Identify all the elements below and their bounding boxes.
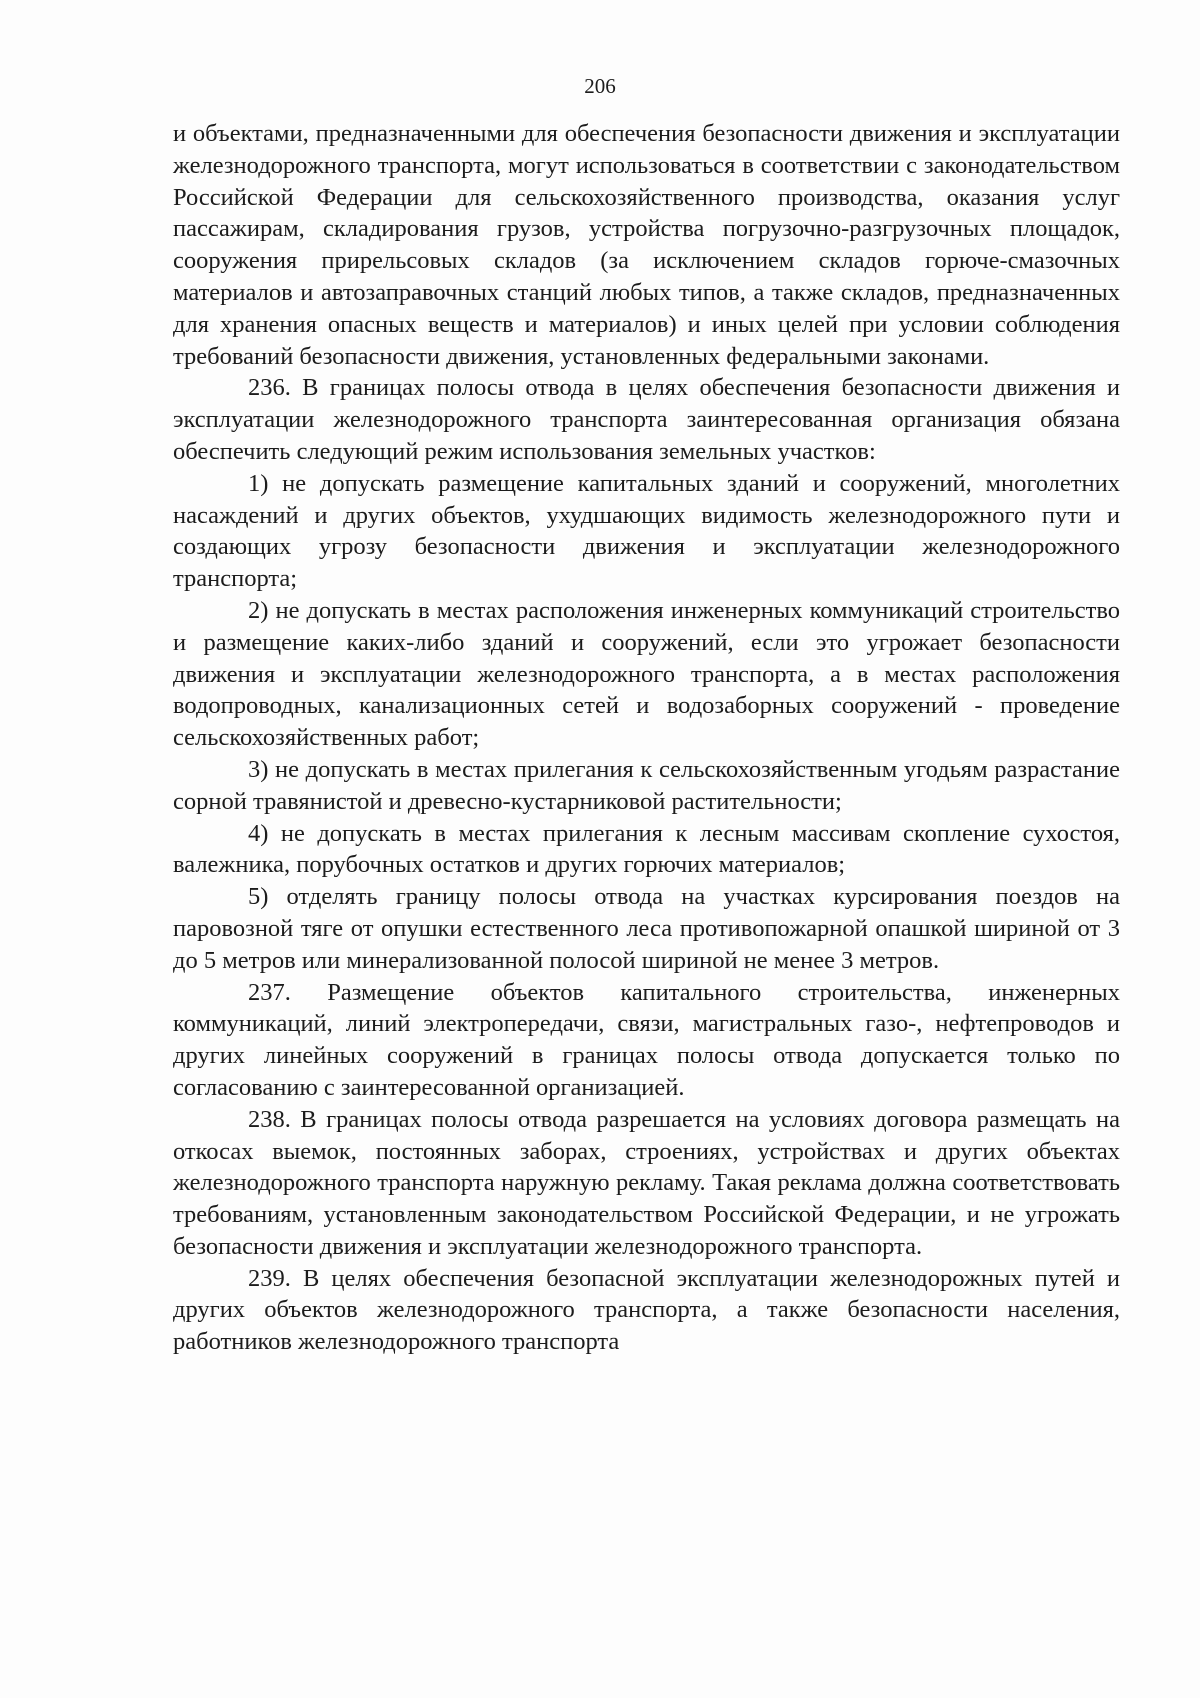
body-text [173,118,1120,1358]
list-item-2: 2) не допускать в местах расположения инженерных коммуникаций строительство и размещение каких-либо зданий и сооружений, если это угрожает безопасности движения и эксплуатации железнодорожного транспорта, а в местах расположения водопроводных, канализационных сетей и водозаборных сооружений - проведение сельскохозяйственных работ; [173,596,1120,752]
list-item-3: 3) не допускать в местах прилегания к сельскохозяйственным угодьям разрастание сорной травянистой и древесно-кустарниковой растительности; [173,755,1120,815]
page-number: 206 [584,74,616,98]
paragraph-236: 236. В границах полосы отвода в целях обеспечения безопасности движения и эксплуатации железнодорожного транспорта заинтересованная организация обязана обеспечить следующий режим использования земельных участков: [173,374,1120,465]
paragraph-238: 238. В границах полосы отвода разрешается на условиях договора размещать на откосах выемок, постоянных заборах, строениях, устройствах и других объектах железнодорожного транспорта наружную рекламу. Такая реклама должна соответствовать требованиям, установленным законодательством Российской Федерации, и не угрожать безопасности движения и эксплуатации железнодорожного транспорта. [173,1105,1120,1260]
paragraph-239: 239. В целях обеспечения безопасной эксплуатации железнодорожных путей и других объектов железнодорожного транспорта, а также безопасности населения, работников железнодорожного транспорта [173,1264,1120,1356]
paragraph-continuation: и объектами, предназначенными для обеспечения безопасности движения и эксплуатации железнодорожного транспорта, могут использоваться в соответствии с законодательством Российской Федерации для сельскохозяйственного производства, оказания услуг пассажирам, складирования грузов, устройства погрузочно-разгрузочных площадок, сооружения прирельсовых складов (за исключением складов горюче-смазочных материалов и автозаправочных станций любых типов, а также складов, предназначенных для хранения опасных веществ и материалов) и иных целей при условии соблюдения требований безопасности движения, установленных федеральными законами. [173,120,1120,370]
list-item-4: 4) не допускать в местах прилегания к лесным массивам скопление сухостоя, валежника, порубочных остатков и других горючих материалов; [173,819,1120,879]
list-item-5: 5) отделять границу полосы отвода на участках курсирования поездов на паровозной тяге от опушки естественного леса противопожарной опашкой шириной от 3 до 5 метров или минерализованной полосой шириной не менее 3 метров. [173,883,1120,974]
list-item-1: 1) не допускать размещение капитальных зданий и сооружений, многолетних насаждений и других объектов, ухудшающих видимость железнодорожного пути и создающих угрозу безопасности движения и эксплуатации железнодорожного транспорта; [173,469,1120,593]
paragraph-237: 237. Размещение объектов капитального строительства, инженерных коммуникаций, линий электропередачи, связи, магистральных газо-, нефтепроводов и других линейных сооружений в границах полосы отвода допускается только по согласованию с заинтересованной организацией. [173,978,1120,1101]
